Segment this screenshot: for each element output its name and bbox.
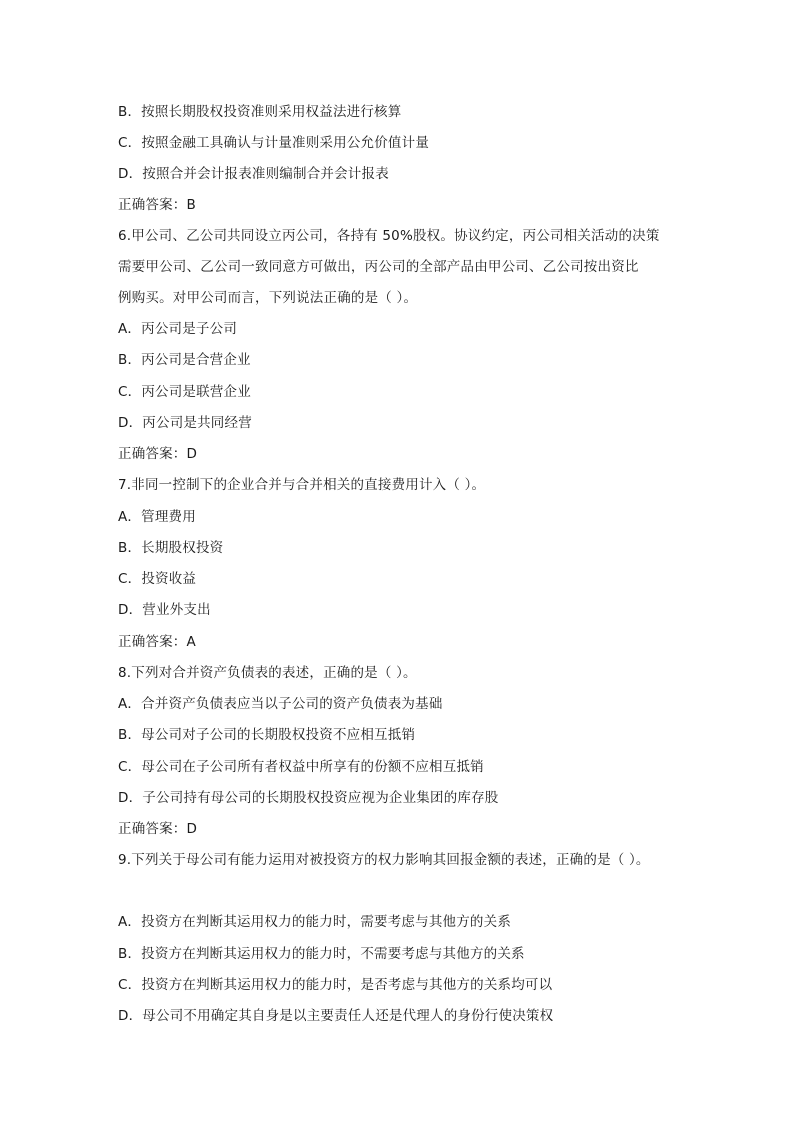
q6-answer: 正确答案：D: [118, 446, 198, 462]
q8-answer: 正确答案：D: [118, 821, 198, 837]
q9-option-a: A．投资方在判断其运用权力的能力时，需要考虑与其他方的关系: [118, 914, 512, 930]
q7-stem: 7.非同一控制下的企业合并与合并相关的直接费用计入（ ）。: [118, 477, 486, 493]
q7-option-d: D．营业外支出: [118, 602, 211, 618]
q5-option-d: D．按照合并会计报表准则编制合并会计报表: [118, 166, 389, 182]
q5-option-c: C．按照金融工具确认与计量准则采用公允价值计量: [118, 135, 430, 151]
q7-option-a: A．管理费用: [118, 509, 196, 525]
q9-option-c: C．投资方在判断其运用权力的能力时，是否考虑与其他方的关系均可以: [118, 977, 553, 993]
q8-stem: 8.下列对合并资产负债表的表述，正确的是（ ）。: [118, 665, 417, 681]
q7-option-b: B．长期股权投资: [118, 540, 224, 556]
q6-option-b: B．丙公司是合营企业: [118, 352, 251, 368]
q6-stem-line-2: 需要甲公司、乙公司一致同意方可做出，丙公司的全部产品由甲公司、乙公司按出资比: [118, 259, 639, 275]
q9-option-b: B．投资方在判断其运用权力的能力时，不需要考虑与其他方的关系: [118, 946, 525, 962]
q8-option-c: C．母公司在子公司所有者权益中所享有的份额不应相互抵销: [118, 759, 484, 775]
q7-option-c: C．投资收益: [118, 571, 197, 587]
q6-option-a: A．丙公司是子公司: [118, 321, 238, 337]
q8-option-b: B．母公司对子公司的长期股权投资不应相互抵销: [118, 727, 416, 743]
q9-stem: 9.下列关于母公司有能力运用对被投资方的权力影响其回报金额的表述，正确的是（ ）。: [118, 852, 650, 868]
q5-answer: 正确答案：B: [118, 197, 196, 213]
q6-stem-line-3: 例购买。对甲公司而言，下列说法正确的是（ ）。: [118, 290, 418, 306]
q9-option-d: D．母公司不用确定其自身是以主要责任人还是代理人的身份行使决策权: [118, 1008, 554, 1024]
q8-option-a: A．合并资产负债表应当以子公司的资产负债表为基础: [118, 696, 443, 712]
q6-option-d: D．丙公司是共同经营: [118, 415, 252, 431]
q5-option-b: B．按照长期股权投资准则采用权益法进行核算: [118, 104, 402, 120]
q6-option-c: C．丙公司是联营企业: [118, 384, 251, 400]
q6-stem-line-1: 6.甲公司、乙公司共同设立丙公司，各持有 50%股权。协议约定，丙公司相关活动的决策: [118, 228, 660, 244]
q8-option-d: D．子公司持有母公司的长期股权投资应视为企业集团的库存股: [118, 790, 499, 806]
q7-answer: 正确答案：A: [118, 634, 196, 650]
